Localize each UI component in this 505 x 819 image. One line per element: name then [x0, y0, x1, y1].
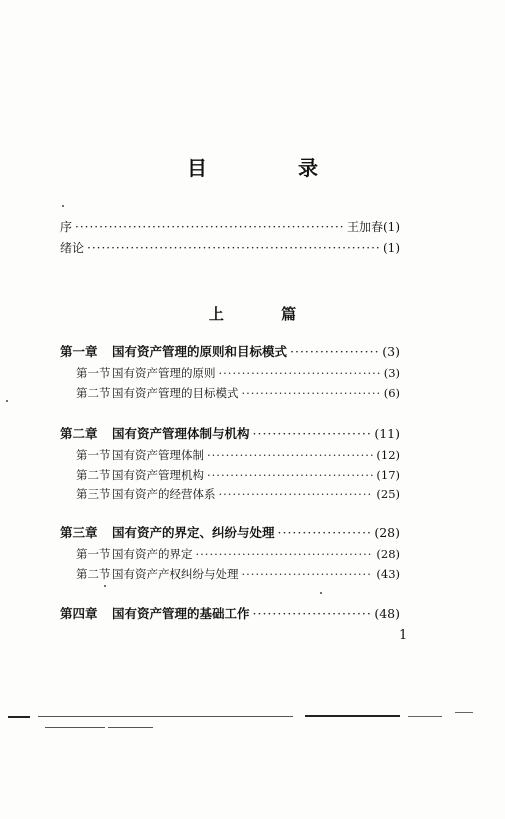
leader-dots — [219, 485, 374, 503]
leader-dots — [207, 466, 373, 484]
toc-entry-label: 序 — [60, 220, 73, 234]
toc-entry-page: (1) — [383, 241, 400, 255]
toc-chapter — [60, 343, 400, 361]
leader-dots — [75, 218, 344, 236]
leader-dots — [253, 425, 372, 443]
chapter-title: 国有资产管理的原则和目标模式 — [112, 344, 288, 359]
toc-section — [60, 364, 400, 382]
section-number: 第一节 — [76, 448, 111, 462]
section-number: 第二节 — [76, 567, 111, 581]
scan-speck — [62, 205, 64, 207]
leader-dots — [87, 239, 380, 257]
part-heading: 上 篇 — [208, 305, 323, 323]
section-title: 国有资产管理体制 — [112, 448, 204, 462]
chapter-page: (48) — [374, 606, 400, 621]
section-number: 第三节 — [76, 487, 111, 501]
section-page: (28) — [376, 547, 400, 561]
chapter-number: 第四章 — [60, 606, 98, 621]
toc-section — [60, 545, 400, 563]
scan-rule — [408, 716, 442, 717]
scan-rule — [305, 715, 400, 717]
section-title: 国有资产管理机构 — [112, 468, 204, 482]
scan-rule — [38, 716, 293, 717]
section-page: (25) — [376, 487, 400, 501]
section-number: 第一节 — [76, 547, 111, 561]
scan-rule — [108, 727, 153, 728]
toc-chapter — [60, 605, 400, 623]
chapter-number: 第一章 — [60, 344, 98, 359]
chapter-title: 国有资产管理的基础工作 — [112, 606, 250, 621]
toc-entry-label: 绪论 — [60, 241, 85, 255]
chapter-page: (3) — [382, 344, 400, 359]
toc-section — [60, 466, 400, 484]
toc-entry-introduction — [60, 239, 400, 257]
section-title: 国有资产的界定 — [112, 547, 193, 561]
chapter-number: 第三章 — [60, 525, 98, 540]
chapter-page: (28) — [374, 525, 400, 540]
section-page: (6) — [383, 386, 400, 400]
section-number: 第一节 — [76, 366, 111, 380]
scan-speck — [6, 400, 8, 402]
toc-entry-preface — [60, 218, 400, 236]
chapter-number: 第二章 — [60, 426, 98, 441]
leader-dots — [242, 384, 381, 402]
scan-speck — [104, 585, 106, 587]
leader-dots — [290, 343, 379, 361]
leader-dots — [207, 446, 373, 464]
scan-rule — [45, 727, 105, 728]
toc-section — [60, 565, 400, 583]
section-page: (17) — [376, 468, 400, 482]
leader-dots — [253, 605, 372, 623]
scan-rule — [8, 716, 30, 718]
chapter-title: 国有资产的界定、纠纷与处理 — [112, 525, 275, 540]
scan-rule — [455, 712, 473, 713]
section-title: 国有资产管理的原则 — [112, 366, 216, 380]
section-title: 国有资产的经营体系 — [112, 487, 216, 501]
toc-section — [60, 485, 400, 503]
section-number: 第二节 — [76, 468, 111, 482]
section-page: (3) — [383, 366, 400, 380]
toc-section — [60, 384, 400, 402]
section-title: 国有资产管理的目标模式 — [112, 386, 239, 400]
section-title: 国有资产产权纠纷与处理 — [112, 567, 239, 581]
leader-dots — [278, 524, 372, 542]
toc-entry-page: 王加春(1) — [347, 220, 400, 234]
toc-chapter — [60, 524, 400, 542]
toc-section — [60, 446, 400, 464]
leader-dots — [196, 545, 374, 563]
scan-speck — [320, 592, 322, 594]
leader-dots — [219, 364, 381, 382]
toc-chapter — [60, 425, 400, 443]
section-number: 第二节 — [76, 386, 111, 400]
page-title: 目 录 — [187, 156, 360, 180]
page-number: 1 — [399, 628, 408, 643]
chapter-page: (11) — [374, 426, 400, 441]
section-page: (12) — [376, 448, 400, 462]
chapter-title: 国有资产管理体制与机构 — [112, 426, 250, 441]
section-page: (43) — [376, 567, 400, 581]
leader-dots — [242, 565, 374, 583]
